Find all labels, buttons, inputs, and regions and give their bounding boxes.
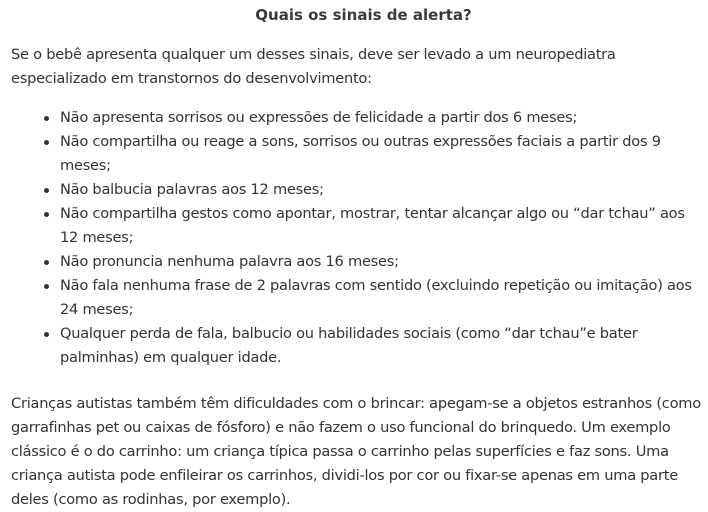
list-item-text: Não pronuncia nenhuma palavra aos 16 meses; bbox=[60, 253, 399, 270]
bullet-icon bbox=[44, 212, 49, 217]
bullet-icon bbox=[44, 260, 49, 265]
intro-paragraph: Se o bebê apresenta qualquer um desses sinais, deve ser levado a um neuropediatra especializado em transtornos do desenvolvimento: bbox=[11, 46, 616, 87]
bullet-icon bbox=[44, 140, 49, 145]
list-item bbox=[60, 178, 704, 202]
bullet-icon bbox=[44, 188, 49, 193]
list-item-text: Não compartilha ou reage a sons, sorrisos ou outras expressões faciais a partir dos 9 meses; bbox=[60, 133, 661, 174]
list-item bbox=[60, 250, 704, 274]
closing-paragraph: Crianças autistas também têm dificuldades com o brincar: apegam-se a objetos estranhos (como garrafinhas pet ou caixas de fósforo) e não fazem o uso funcional do brinquedo. Um exemplo clássico é o do carrinho: um criança típica passa o carrinho pelas superfícies e faz sons. Uma criança autista pode enfileirar os carrinhos, dividi-los por cor ou fixar-se apenas em uma parte deles (como as rodinhas, por exemplo). bbox=[11, 395, 701, 508]
section-heading: Quais os sinais de alerta? bbox=[255, 6, 472, 24]
list-item-text: Não apresenta sorrisos ou expressões de felicidade a partir dos 6 meses; bbox=[60, 109, 578, 126]
warning-signs-list bbox=[11, 106, 704, 370]
bullet-icon bbox=[44, 116, 49, 121]
list-item-text: Não balbucia palavras aos 12 meses; bbox=[60, 181, 324, 198]
list-item-text: Não compartilha gestos como apontar, mostrar, tentar alcançar algo ou “dar tchau” aos 12 meses; bbox=[60, 205, 685, 246]
bullet-icon bbox=[44, 284, 49, 289]
bullet-icon bbox=[44, 332, 49, 337]
list-item-text: Qualquer perda de fala, balbucio ou habilidades sociais (como “dar tchau”e bater palminhas) em qualquer idade. bbox=[60, 325, 638, 366]
list-item bbox=[60, 274, 704, 322]
list-item bbox=[60, 106, 704, 130]
list-item-text: Não fala nenhuma frase de 2 palavras com sentido (excluindo repetição ou imitação) aos 24 meses; bbox=[60, 277, 692, 318]
list-item bbox=[60, 202, 704, 250]
list-item bbox=[60, 322, 704, 370]
list-item bbox=[60, 130, 704, 178]
